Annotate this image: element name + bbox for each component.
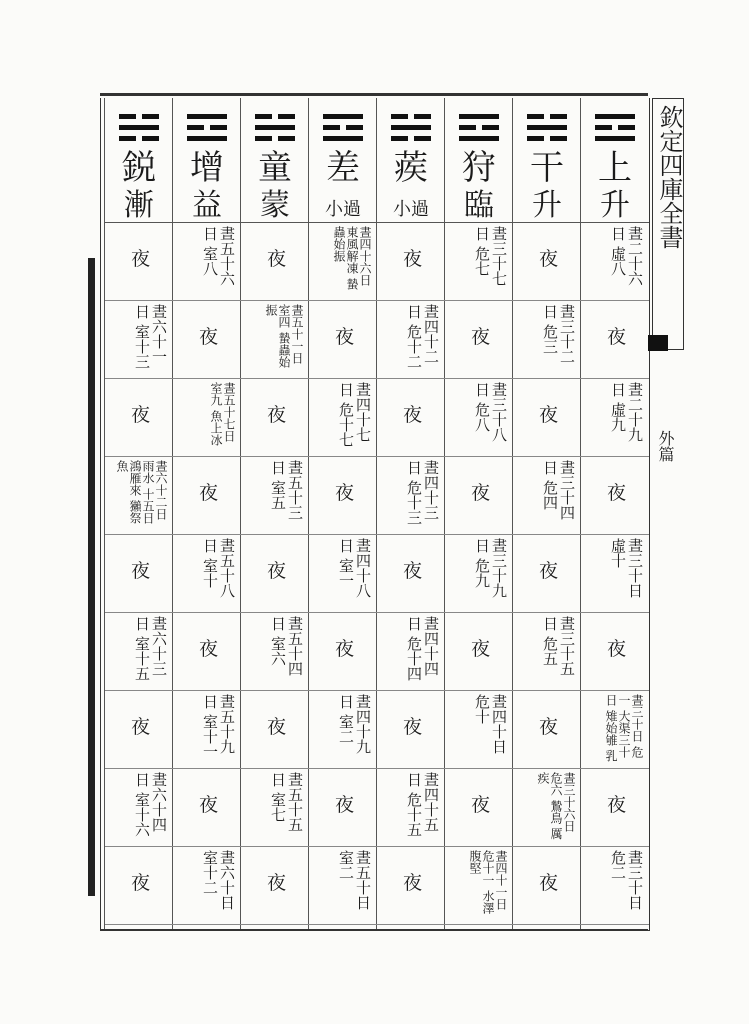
night-label: 夜 [267,716,287,738]
night-label: 夜 [471,482,491,504]
hexagram-name-top: 干 [530,148,564,188]
day-cell [309,846,377,925]
day-cell [513,534,581,613]
night-label: 夜 [199,794,219,816]
hexagram-name-bottom: 漸 [124,188,154,223]
hexagram-header [173,98,241,223]
night-label: 夜 [403,872,423,894]
day-entry: 晝三十日 危一 大渠三十日 雉始雊 乳 [604,694,644,762]
day-cell [309,690,377,769]
hexagram-column [308,98,377,930]
hexagram-name-bottom: 益 [192,188,222,223]
day-entry: 晝五十一日 室四 蟄蟲始振 [264,304,304,368]
day-entry: 晝三十六日 危六 鷙鳥 厲疾 [536,772,576,840]
day-entry: 晝三十二日 危三 [541,304,576,364]
day-cell [445,768,513,847]
hexagram-header [105,98,173,223]
day-entry: 晝五十五日 室七 [269,772,304,832]
day-cell [309,300,377,379]
night-label: 夜 [539,248,559,270]
day-cell [581,768,649,847]
night-label: 夜 [539,404,559,426]
hexagram-name-top: 差 [326,148,360,188]
night-label: 夜 [131,872,151,894]
hexagram-header [445,98,513,223]
day-cell [241,300,309,379]
day-cell [105,846,173,925]
day-cell [241,612,309,691]
hexagram-header [309,98,377,223]
day-cell [513,612,581,691]
hexagram-column [444,98,513,930]
day-cell [581,378,649,457]
day-entry: 晝三十四日 危四 [541,460,576,520]
day-cell [105,534,173,613]
day-cell [445,456,513,535]
day-entry: 晝二十九日 虛九 [609,382,644,442]
day-cell [377,222,445,301]
day-cell [513,378,581,457]
day-entry: 晝五十四日 室六 [269,616,304,676]
day-cell [173,222,241,301]
night-label: 夜 [335,638,355,660]
scan-edge-shadow [88,258,95,896]
day-entry: 晝四十四日 危十四 [405,616,440,681]
day-cell [105,222,173,301]
day-entry: 晝六十四日 室十六 [133,772,168,837]
hexagram-column [512,98,581,930]
hexagram-column [172,98,241,930]
day-cell [173,534,241,613]
night-label: 夜 [199,638,219,660]
day-cell [513,456,581,535]
day-entry: 晝六十日 室十二 [201,850,236,910]
day-entry: 晝四十八日 室一 [337,538,372,598]
day-cell [105,300,173,379]
night-label: 夜 [471,638,491,660]
day-entry: 晝四十二日 危十二 [405,304,440,369]
night-label: 夜 [267,248,287,270]
day-cell [173,456,241,535]
night-label: 夜 [199,326,219,348]
day-cell [241,768,309,847]
day-cell [377,690,445,769]
day-cell [241,456,309,535]
day-cell [513,690,581,769]
night-label: 夜 [607,794,627,816]
day-cell [241,378,309,457]
day-entry: 晝五十七日 室九 魚上冰 [209,382,236,446]
day-cell [309,534,377,613]
day-cell [445,612,513,691]
hexagram-name-top: 鋭 [122,148,156,188]
hexagram-column [104,98,173,930]
day-cell [173,846,241,925]
day-cell [581,846,649,925]
day-cell [377,456,445,535]
day-cell [445,378,513,457]
night-label: 夜 [267,404,287,426]
trigram-lines-icon [323,114,363,144]
trigram-lines-icon [527,114,567,144]
night-label: 夜 [539,716,559,738]
day-cell [377,300,445,379]
night-label: 夜 [131,248,151,270]
day-cell [241,846,309,925]
hexagram-header [377,98,445,223]
day-cell [445,222,513,301]
day-entry: 晝五十日 室二 [337,850,372,910]
night-label: 夜 [403,560,423,582]
night-label: 夜 [607,326,627,348]
hexagram-header [581,98,649,223]
hexagram-name-bottom: 升 [532,188,562,223]
day-entry: 晝三十九日 危九 [473,538,508,598]
trigram-lines-icon [459,114,499,144]
day-cell [377,846,445,925]
day-entry: 晝四十日 危十 [473,694,508,754]
night-label: 夜 [335,482,355,504]
day-cell [581,222,649,301]
night-label: 夜 [131,716,151,738]
night-label: 夜 [403,248,423,270]
day-entry: 晝三十七日 危七 [473,226,508,286]
hexagram-header [241,98,309,223]
hexagram-name-bottom: 小過 [325,199,361,220]
day-cell [241,690,309,769]
day-entry: 晝三十日 危二 [609,850,644,910]
trigram-lines-icon [391,114,431,144]
trigram-lines-icon [255,114,295,144]
day-entry: 晝四十一日 危十一 水澤腹堅 [468,850,508,914]
night-label: 夜 [539,872,559,894]
day-entry: 晝三十八日 危八 [473,382,508,442]
day-cell [581,300,649,379]
night-label: 夜 [267,560,287,582]
day-cell [445,846,513,925]
night-label: 夜 [267,872,287,894]
day-cell [513,300,581,379]
day-cell [445,534,513,613]
hexagram-name-bottom: 臨 [464,188,494,223]
day-cell [581,690,649,769]
day-cell [377,768,445,847]
day-cell [105,690,173,769]
day-entry: 晝四十九日 室二 [337,694,372,754]
hexagram-name-top: 狩 [462,148,496,188]
hexagram-column [376,98,445,930]
day-cell [309,456,377,535]
night-label: 夜 [471,326,491,348]
day-cell [445,690,513,769]
day-cell [377,534,445,613]
top-border [100,93,648,96]
day-cell [105,768,173,847]
side-note: 外篇 [656,430,675,462]
day-cell [173,300,241,379]
night-label: 夜 [131,560,151,582]
day-entry: 晝六十二日 雨水 十五日 鴻雁來 獺祭魚 [115,460,168,524]
night-label: 夜 [403,716,423,738]
day-cell [173,690,241,769]
day-cell [309,222,377,301]
day-entry: 晝四十三日 危十三 [405,460,440,525]
day-cell [445,300,513,379]
day-entry: 晝五十九日 室十一 [201,694,236,759]
day-cell [309,378,377,457]
night-label: 夜 [607,482,627,504]
day-entry: 晝四十五日 危十五 [405,772,440,837]
side-title: 欽定四庫全書 [655,105,683,249]
trigram-lines-icon [595,114,635,144]
trigram-lines-icon [119,114,159,144]
night-label: 夜 [335,794,355,816]
day-entry: 晝四十六日 東風解凍 蟄蟲始振 [332,226,372,290]
day-cell [241,534,309,613]
night-label: 夜 [539,560,559,582]
day-entry: 晝六十一日 室十三 [133,304,168,369]
day-cell [309,768,377,847]
day-cell [105,456,173,535]
night-label: 夜 [607,638,627,660]
day-entry: 晝四十七日 危十七 [337,382,372,447]
day-cell [377,378,445,457]
hexagram-name-top: 蒺 [394,148,428,188]
day-entry: 晝五十三日 室五 [269,460,304,520]
hexagram-column [580,98,649,930]
day-cell [581,534,649,613]
hexagram-column [240,98,309,930]
night-label: 夜 [199,482,219,504]
trigram-lines-icon [187,114,227,144]
hexagram-name-bottom: 蒙 [260,188,290,223]
day-cell [377,612,445,691]
hexagram-name-top: 上 [598,148,632,188]
day-cell [513,846,581,925]
day-cell [173,378,241,457]
day-entry: 晝五十八日 室十 [201,538,236,598]
day-cell [241,222,309,301]
day-cell [173,612,241,691]
day-cell [581,456,649,535]
day-cell [513,768,581,847]
hexagram-name-bottom: 小過 [393,199,429,220]
night-label: 夜 [403,404,423,426]
day-cell [581,612,649,691]
bottom-rule [100,929,648,930]
day-cell [105,378,173,457]
fishtail-mark [648,335,668,351]
side-title-box [652,98,684,350]
day-cell [309,612,377,691]
day-cell [173,768,241,847]
night-label: 夜 [131,404,151,426]
hexagram-name-top: 增 [190,148,224,188]
day-cell [105,612,173,691]
day-cell [513,222,581,301]
hexagram-header [513,98,581,223]
hexagram-name-top: 童 [258,148,292,188]
day-entry: 晝六十三日 室十五 [133,616,168,681]
hexagram-name-bottom: 升 [600,188,630,223]
night-label: 夜 [335,326,355,348]
day-entry: 晝五十六日 室八 [201,226,236,286]
night-label: 夜 [471,794,491,816]
day-entry: 晝三十日 虛十 [609,538,644,598]
day-entry: 晝二十六日 虛八 [609,226,644,286]
day-entry: 晝三十五日 危五 [541,616,576,676]
